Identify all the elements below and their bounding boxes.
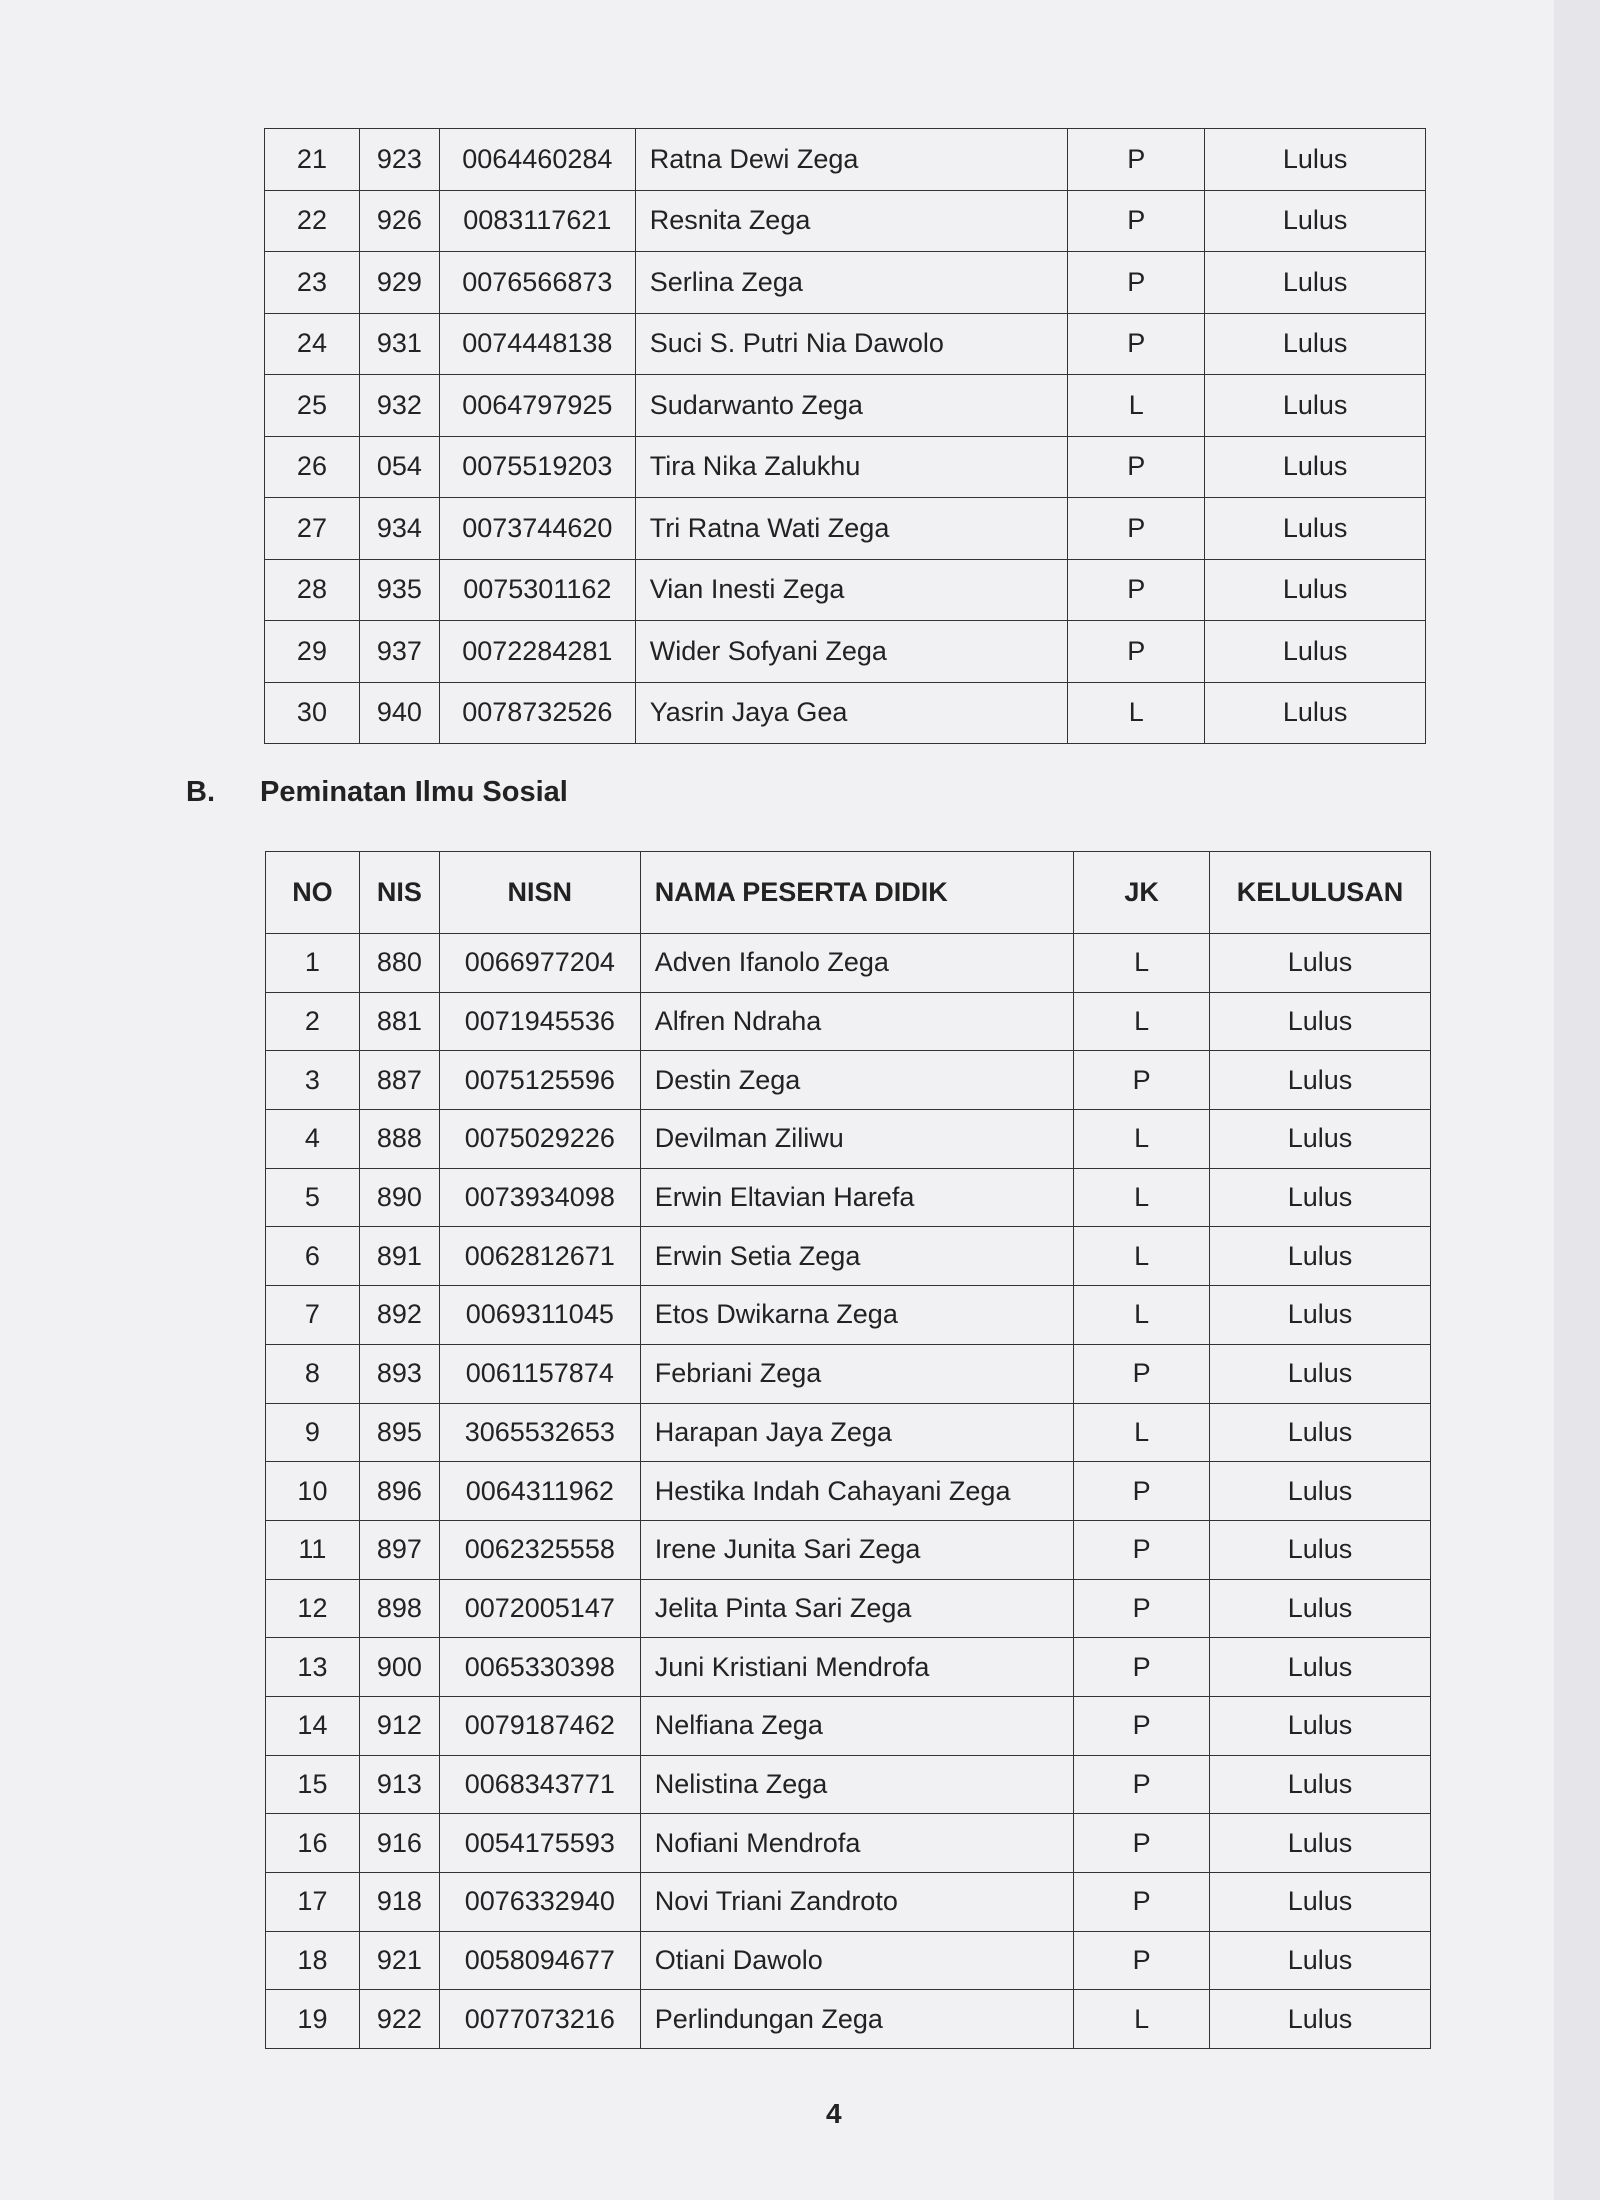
cell-nama: Jelita Pinta Sari Zega bbox=[640, 1579, 1074, 1638]
cell-nis: 887 bbox=[359, 1051, 439, 1110]
cell-nama: Suci S. Putri Nia Dawolo bbox=[635, 313, 1068, 375]
cell-nisn: 0058094677 bbox=[439, 1931, 640, 1990]
cell-jk: P bbox=[1074, 1814, 1210, 1873]
scan-edge bbox=[1554, 0, 1600, 2200]
cell-no: 6 bbox=[266, 1227, 360, 1286]
cell-no: 24 bbox=[265, 313, 360, 375]
table-row bbox=[266, 1638, 1431, 1697]
cell-no: 18 bbox=[266, 1931, 360, 1990]
header-jk: JK bbox=[1074, 852, 1210, 934]
cell-nis: 923 bbox=[359, 129, 439, 191]
cell-nis: 912 bbox=[359, 1696, 439, 1755]
cell-nama: Juni Kristiani Mendrofa bbox=[640, 1638, 1074, 1697]
cell-kelulusan: Lulus bbox=[1210, 1168, 1431, 1227]
cell-nis: 918 bbox=[359, 1873, 439, 1932]
section-heading bbox=[186, 776, 568, 809]
table-row bbox=[266, 1168, 1431, 1227]
cell-nis: 934 bbox=[359, 498, 439, 560]
table-row bbox=[266, 1696, 1431, 1755]
cell-nisn: 0062812671 bbox=[439, 1227, 640, 1286]
cell-nisn: 0064311962 bbox=[439, 1462, 640, 1521]
cell-nama: Vian Inesti Zega bbox=[635, 559, 1068, 621]
cell-nis: 896 bbox=[359, 1462, 439, 1521]
cell-kelulusan: Lulus bbox=[1205, 375, 1426, 437]
cell-nis: 893 bbox=[359, 1344, 439, 1403]
cell-jk: P bbox=[1068, 498, 1205, 560]
cell-jk: P bbox=[1074, 1051, 1210, 1110]
cell-nama: Harapan Jaya Zega bbox=[640, 1403, 1074, 1462]
header-nama: NAMA PESERTA DIDIK bbox=[640, 852, 1074, 934]
cell-nisn: 0073934098 bbox=[439, 1168, 640, 1227]
table-row bbox=[266, 1227, 1431, 1286]
cell-nisn: 0075301162 bbox=[439, 559, 635, 621]
cell-jk: L bbox=[1074, 1990, 1210, 2049]
header-no: NO bbox=[266, 852, 360, 934]
cell-nis: 935 bbox=[359, 559, 439, 621]
table-row bbox=[265, 375, 1426, 437]
cell-nis: 888 bbox=[359, 1110, 439, 1169]
table-row bbox=[265, 498, 1426, 560]
cell-kelulusan: Lulus bbox=[1210, 1579, 1431, 1638]
cell-nisn: 0074448138 bbox=[439, 313, 635, 375]
cell-kelulusan: Lulus bbox=[1210, 1931, 1431, 1990]
cell-nama: Ratna Dewi Zega bbox=[635, 129, 1068, 191]
cell-nis: 891 bbox=[359, 1227, 439, 1286]
cell-kelulusan: Lulus bbox=[1210, 1051, 1431, 1110]
cell-nisn: 0075519203 bbox=[439, 436, 635, 498]
cell-nama: Irene Junita Sari Zega bbox=[640, 1520, 1074, 1579]
cell-kelulusan: Lulus bbox=[1210, 1403, 1431, 1462]
table-row bbox=[265, 621, 1426, 683]
cell-no: 1 bbox=[266, 934, 360, 993]
cell-no: 17 bbox=[266, 1873, 360, 1932]
cell-nama: Wider Sofyani Zega bbox=[635, 621, 1068, 683]
cell-jk: P bbox=[1074, 1931, 1210, 1990]
cell-nis: 940 bbox=[359, 682, 439, 744]
cell-nama: Devilman Ziliwu bbox=[640, 1110, 1074, 1169]
cell-kelulusan: Lulus bbox=[1205, 129, 1426, 191]
cell-no: 2 bbox=[266, 992, 360, 1051]
table-row bbox=[266, 1051, 1431, 1110]
cell-nis: 921 bbox=[359, 1931, 439, 1990]
cell-nama: Febriani Zega bbox=[640, 1344, 1074, 1403]
cell-kelulusan: Lulus bbox=[1210, 1755, 1431, 1814]
cell-jk: P bbox=[1068, 313, 1205, 375]
cell-jk: P bbox=[1068, 436, 1205, 498]
cell-nisn: 0061157874 bbox=[439, 1344, 640, 1403]
cell-nama: Perlindungan Zega bbox=[640, 1990, 1074, 2049]
cell-jk: L bbox=[1074, 1227, 1210, 1286]
cell-nama: Resnita Zega bbox=[635, 190, 1068, 252]
cell-kelulusan: Lulus bbox=[1210, 1638, 1431, 1697]
cell-nisn: 0076332940 bbox=[439, 1873, 640, 1932]
cell-nisn: 0075125596 bbox=[439, 1051, 640, 1110]
cell-nisn: 0069311045 bbox=[439, 1286, 640, 1345]
cell-nis: 937 bbox=[359, 621, 439, 683]
cell-kelulusan: Lulus bbox=[1210, 1814, 1431, 1873]
table-row bbox=[265, 190, 1426, 252]
cell-nis: 922 bbox=[359, 1990, 439, 2049]
table-row bbox=[266, 1931, 1431, 1990]
header-kelulusan: KELULUSAN bbox=[1210, 852, 1431, 934]
cell-no: 15 bbox=[266, 1755, 360, 1814]
cell-nis: 880 bbox=[359, 934, 439, 993]
cell-kelulusan: Lulus bbox=[1210, 992, 1431, 1051]
cell-no: 28 bbox=[265, 559, 360, 621]
cell-jk: L bbox=[1074, 1110, 1210, 1169]
cell-jk: L bbox=[1074, 1403, 1210, 1462]
cell-nama: Erwin Eltavian Harefa bbox=[640, 1168, 1074, 1227]
cell-jk: L bbox=[1068, 682, 1205, 744]
table-row bbox=[266, 1286, 1431, 1345]
cell-kelulusan: Lulus bbox=[1205, 190, 1426, 252]
cell-kelulusan: Lulus bbox=[1205, 621, 1426, 683]
table-row bbox=[265, 559, 1426, 621]
cell-no: 13 bbox=[266, 1638, 360, 1697]
cell-nisn: 0064797925 bbox=[439, 375, 635, 437]
cell-jk: L bbox=[1074, 1286, 1210, 1345]
cell-kelulusan: Lulus bbox=[1210, 1227, 1431, 1286]
cell-no: 7 bbox=[266, 1286, 360, 1345]
cell-kelulusan: Lulus bbox=[1205, 436, 1426, 498]
table-row bbox=[266, 1403, 1431, 1462]
cell-no: 27 bbox=[265, 498, 360, 560]
cell-kelulusan: Lulus bbox=[1205, 682, 1426, 744]
cell-nama: Hestika Indah Cahayani Zega bbox=[640, 1462, 1074, 1521]
cell-nisn: 0065330398 bbox=[439, 1638, 640, 1697]
cell-kelulusan: Lulus bbox=[1210, 1110, 1431, 1169]
cell-jk: P bbox=[1074, 1696, 1210, 1755]
cell-jk: L bbox=[1074, 992, 1210, 1051]
cell-no: 9 bbox=[266, 1403, 360, 1462]
cell-kelulusan: Lulus bbox=[1210, 1696, 1431, 1755]
cell-no: 26 bbox=[265, 436, 360, 498]
cell-no: 25 bbox=[265, 375, 360, 437]
cell-no: 3 bbox=[266, 1051, 360, 1110]
cell-kelulusan: Lulus bbox=[1205, 559, 1426, 621]
cell-jk: P bbox=[1068, 252, 1205, 314]
student-table-continued bbox=[264, 128, 1426, 744]
cell-nama: Alfren Ndraha bbox=[640, 992, 1074, 1051]
cell-jk: P bbox=[1068, 559, 1205, 621]
cell-nisn: 0072005147 bbox=[439, 1579, 640, 1638]
cell-nama: Serlina Zega bbox=[635, 252, 1068, 314]
cell-nis: 890 bbox=[359, 1168, 439, 1227]
cell-jk: P bbox=[1074, 1873, 1210, 1932]
table-row bbox=[265, 252, 1426, 314]
cell-nis: 932 bbox=[359, 375, 439, 437]
cell-nama: Otiani Dawolo bbox=[640, 1931, 1074, 1990]
student-table-social bbox=[265, 851, 1431, 2049]
cell-nama: Etos Dwikarna Zega bbox=[640, 1286, 1074, 1345]
cell-nisn: 0054175593 bbox=[439, 1814, 640, 1873]
table-row bbox=[265, 682, 1426, 744]
cell-kelulusan: Lulus bbox=[1205, 498, 1426, 560]
cell-kelulusan: Lulus bbox=[1210, 934, 1431, 993]
table-row bbox=[266, 1520, 1431, 1579]
cell-no: 29 bbox=[265, 621, 360, 683]
cell-no: 19 bbox=[266, 1990, 360, 2049]
cell-kelulusan: Lulus bbox=[1210, 1286, 1431, 1345]
table-row bbox=[266, 1579, 1431, 1638]
cell-nisn: 0073744620 bbox=[439, 498, 635, 560]
table-row bbox=[265, 436, 1426, 498]
cell-nisn: 0068343771 bbox=[439, 1755, 640, 1814]
cell-nama: Tira Nika Zalukhu bbox=[635, 436, 1068, 498]
cell-nisn: 0066977204 bbox=[439, 934, 640, 993]
cell-jk: P bbox=[1074, 1344, 1210, 1403]
cell-nisn: 0064460284 bbox=[439, 129, 635, 191]
cell-no: 23 bbox=[265, 252, 360, 314]
cell-nis: 929 bbox=[359, 252, 439, 314]
cell-jk: P bbox=[1068, 129, 1205, 191]
cell-kelulusan: Lulus bbox=[1210, 1520, 1431, 1579]
cell-nis: 892 bbox=[359, 1286, 439, 1345]
header-nis: NIS bbox=[359, 852, 439, 934]
cell-nama: Sudarwanto Zega bbox=[635, 375, 1068, 437]
table-row bbox=[266, 934, 1431, 993]
cell-kelulusan: Lulus bbox=[1205, 313, 1426, 375]
cell-jk: P bbox=[1068, 621, 1205, 683]
cell-nis: 931 bbox=[359, 313, 439, 375]
section-letter: B. bbox=[186, 776, 215, 808]
table-row bbox=[266, 1755, 1431, 1814]
table-row bbox=[266, 1462, 1431, 1521]
cell-nama: Adven Ifanolo Zega bbox=[640, 934, 1074, 993]
cell-nisn: 0078732526 bbox=[439, 682, 635, 744]
cell-no: 22 bbox=[265, 190, 360, 252]
cell-no: 14 bbox=[266, 1696, 360, 1755]
cell-nisn: 3065532653 bbox=[439, 1403, 640, 1462]
cell-nisn: 0072284281 bbox=[439, 621, 635, 683]
cell-no: 5 bbox=[266, 1168, 360, 1227]
cell-nis: 895 bbox=[359, 1403, 439, 1462]
cell-nis: 054 bbox=[359, 436, 439, 498]
cell-no: 11 bbox=[266, 1520, 360, 1579]
cell-nama: Destin Zega bbox=[640, 1051, 1074, 1110]
cell-no: 30 bbox=[265, 682, 360, 744]
table-row bbox=[266, 1814, 1431, 1873]
cell-jk: P bbox=[1074, 1755, 1210, 1814]
section-title: Peminatan Ilmu Sosial bbox=[260, 776, 568, 808]
cell-no: 4 bbox=[266, 1110, 360, 1169]
cell-nisn: 0076566873 bbox=[439, 252, 635, 314]
cell-nis: 913 bbox=[359, 1755, 439, 1814]
cell-kelulusan: Lulus bbox=[1205, 252, 1426, 314]
cell-jk: P bbox=[1068, 190, 1205, 252]
table-row bbox=[266, 1990, 1431, 2049]
cell-nama: Novi Triani Zandroto bbox=[640, 1873, 1074, 1932]
cell-kelulusan: Lulus bbox=[1210, 1462, 1431, 1521]
cell-jk: P bbox=[1074, 1462, 1210, 1521]
cell-nis: 900 bbox=[359, 1638, 439, 1697]
cell-jk: P bbox=[1074, 1579, 1210, 1638]
table-row bbox=[266, 1344, 1431, 1403]
cell-nisn: 0077073216 bbox=[439, 1990, 640, 2049]
cell-kelulusan: Lulus bbox=[1210, 1873, 1431, 1932]
table-row bbox=[265, 313, 1426, 375]
cell-jk: L bbox=[1068, 375, 1205, 437]
cell-nis: 926 bbox=[359, 190, 439, 252]
cell-nama: Nofiani Mendrofa bbox=[640, 1814, 1074, 1873]
cell-nis: 898 bbox=[359, 1579, 439, 1638]
table-row bbox=[265, 129, 1426, 191]
cell-nis: 916 bbox=[359, 1814, 439, 1873]
cell-jk: L bbox=[1074, 934, 1210, 993]
cell-nisn: 0075029226 bbox=[439, 1110, 640, 1169]
cell-no: 21 bbox=[265, 129, 360, 191]
table-row bbox=[266, 992, 1431, 1051]
table-a-body bbox=[265, 129, 1426, 744]
cell-nama: Nelfiana Zega bbox=[640, 1696, 1074, 1755]
cell-nisn: 0083117621 bbox=[439, 190, 635, 252]
cell-jk: L bbox=[1074, 1168, 1210, 1227]
cell-nama: Tri Ratna Wati Zega bbox=[635, 498, 1068, 560]
table-header-row bbox=[266, 852, 1431, 934]
cell-no: 10 bbox=[266, 1462, 360, 1521]
cell-nama: Nelistina Zega bbox=[640, 1755, 1074, 1814]
cell-nis: 897 bbox=[359, 1520, 439, 1579]
cell-jk: P bbox=[1074, 1638, 1210, 1697]
table-row bbox=[266, 1873, 1431, 1932]
cell-nisn: 0079187462 bbox=[439, 1696, 640, 1755]
header-nisn: NISN bbox=[439, 852, 640, 934]
cell-no: 12 bbox=[266, 1579, 360, 1638]
cell-nisn: 0071945536 bbox=[439, 992, 640, 1051]
cell-no: 16 bbox=[266, 1814, 360, 1873]
cell-nama: Erwin Setia Zega bbox=[640, 1227, 1074, 1286]
cell-nis: 881 bbox=[359, 992, 439, 1051]
cell-no: 8 bbox=[266, 1344, 360, 1403]
cell-kelulusan: Lulus bbox=[1210, 1990, 1431, 2049]
cell-nisn: 0062325558 bbox=[439, 1520, 640, 1579]
cell-kelulusan: Lulus bbox=[1210, 1344, 1431, 1403]
cell-nama: Yasrin Jaya Gea bbox=[635, 682, 1068, 744]
page-number: 4 bbox=[826, 2098, 842, 2129]
cell-jk: P bbox=[1074, 1520, 1210, 1579]
table-row bbox=[266, 1110, 1431, 1169]
table-b-body bbox=[266, 934, 1431, 2049]
